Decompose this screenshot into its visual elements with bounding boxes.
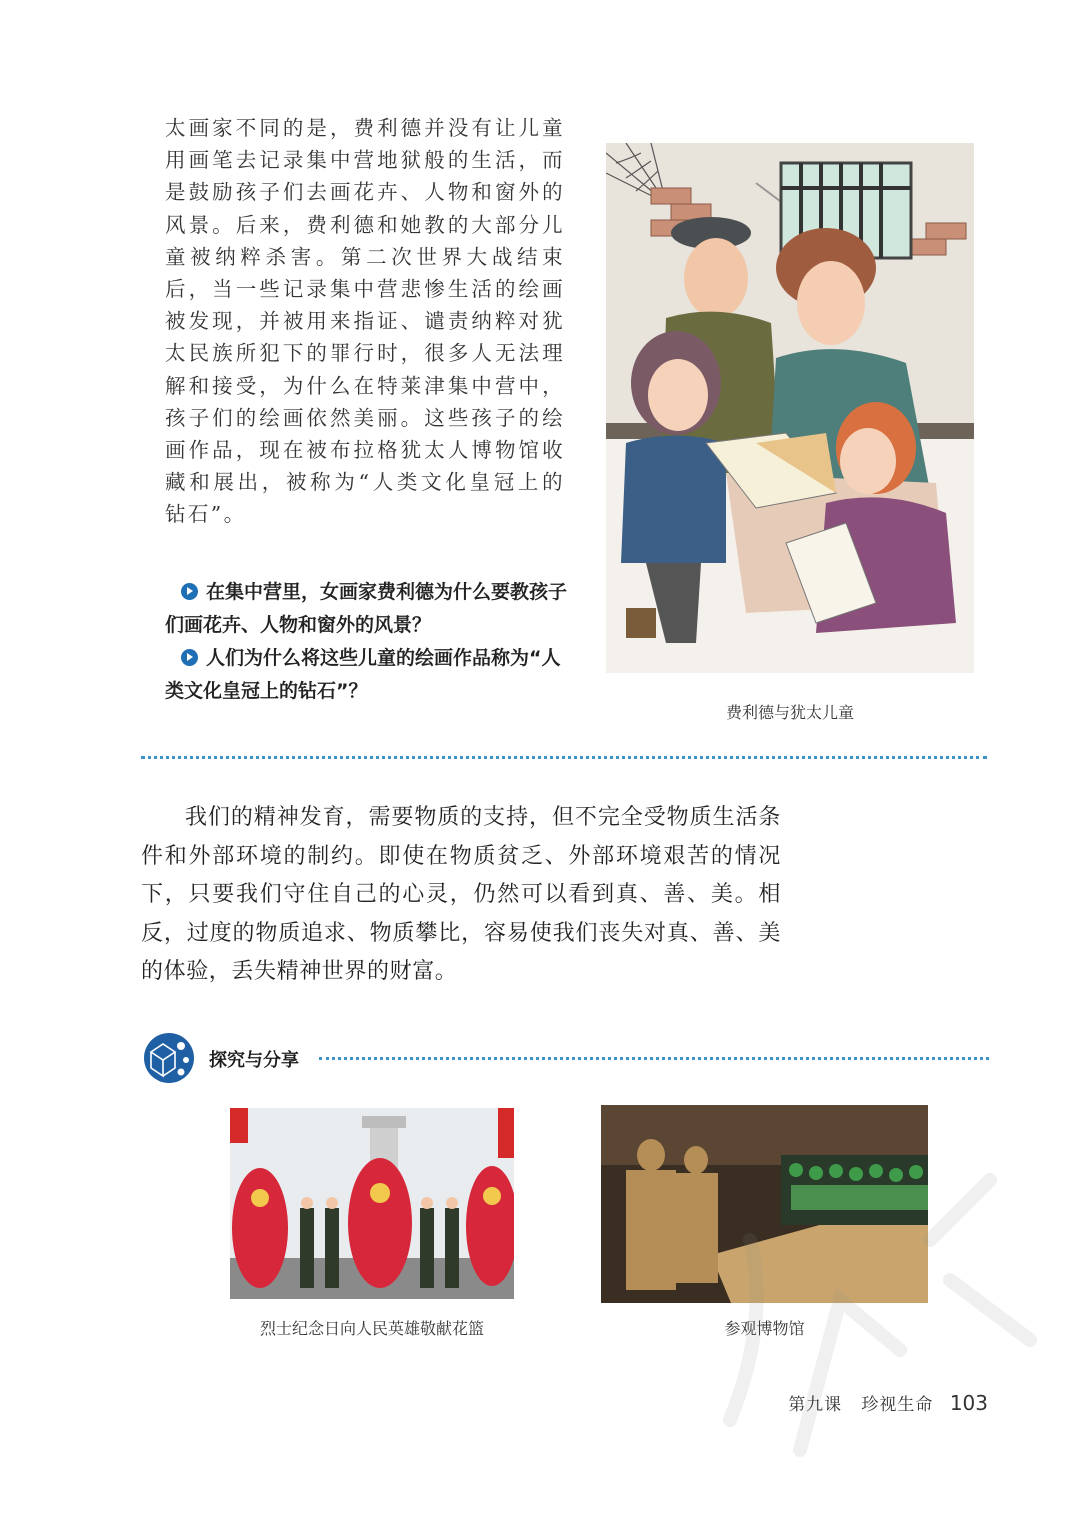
play-arrow-icon — [181, 649, 198, 666]
section-title-rule — [319, 1057, 989, 1060]
section-divider — [141, 756, 987, 759]
friedl-illustration — [606, 143, 974, 673]
section-title: 探究与分享 — [209, 1050, 299, 1071]
publisher-watermark-icon — [690, 1120, 1070, 1480]
page-footer — [788, 1390, 988, 1415]
lesson-title: 珍视生命 — [861, 1395, 934, 1415]
main-paragraph: 我们的精神发育，需要物质的支持，但不完全受物质生活条件和外部环境的制约。即使在物质贫乏、外部环境艰苦的情况下，只要我们守住自己的心灵，仍然可以看到真、善、美。相反，过度的物质追求、物质攀比，容易使我们丧失对真、善、美的体验，丢失精神世界的财富。 — [141, 805, 781, 984]
discussion-questions — [165, 576, 575, 708]
photo-martyrs-day — [230, 1108, 514, 1299]
explore-share-icon — [141, 1030, 197, 1086]
question-item: 在集中营里，女画家费利德为什么要教孩子们画花卉、人物和窗外的风景？ — [165, 581, 568, 636]
lesson-number: 第九课 — [788, 1395, 843, 1415]
page-number: 103 — [949, 1391, 988, 1415]
play-arrow-icon — [181, 583, 198, 600]
explore-share-header — [141, 1030, 991, 1086]
photo-caption-martyrs: 烈士纪念日向人民英雄敬献花篮 — [259, 1319, 484, 1338]
photo-caption-museum: 参观博物馆 — [724, 1319, 805, 1338]
question-item: 人们为什么将这些儿童的绘画作品称为“人类文化皇冠上的钻石”？ — [165, 647, 561, 702]
story-paragraph: 太画家不同的是，费利德并没有让儿童用画笔去记录集中营地狱般的生活，而是鼓励孩子们去画花卉、人物和窗外的风景。后来，费利德和她教的大部分儿童被纳粹杀害。第二次世界大战结束后，当一些记录集中营悲惨生活的绘画被发现，并被用来指证、谴责纳粹对犹太民族所犯下的罪行时，很多人无法理解和接受，为什么在特莱津集中营中，孩子们的绘画依然美丽。这些孩子的绘画作品，现在被布拉格犹太人博物馆收藏和展出，被称为“人类文化皇冠上的钻石”。 — [165, 116, 565, 527]
illustration-caption: 费利德与犹太儿童 — [725, 703, 854, 722]
